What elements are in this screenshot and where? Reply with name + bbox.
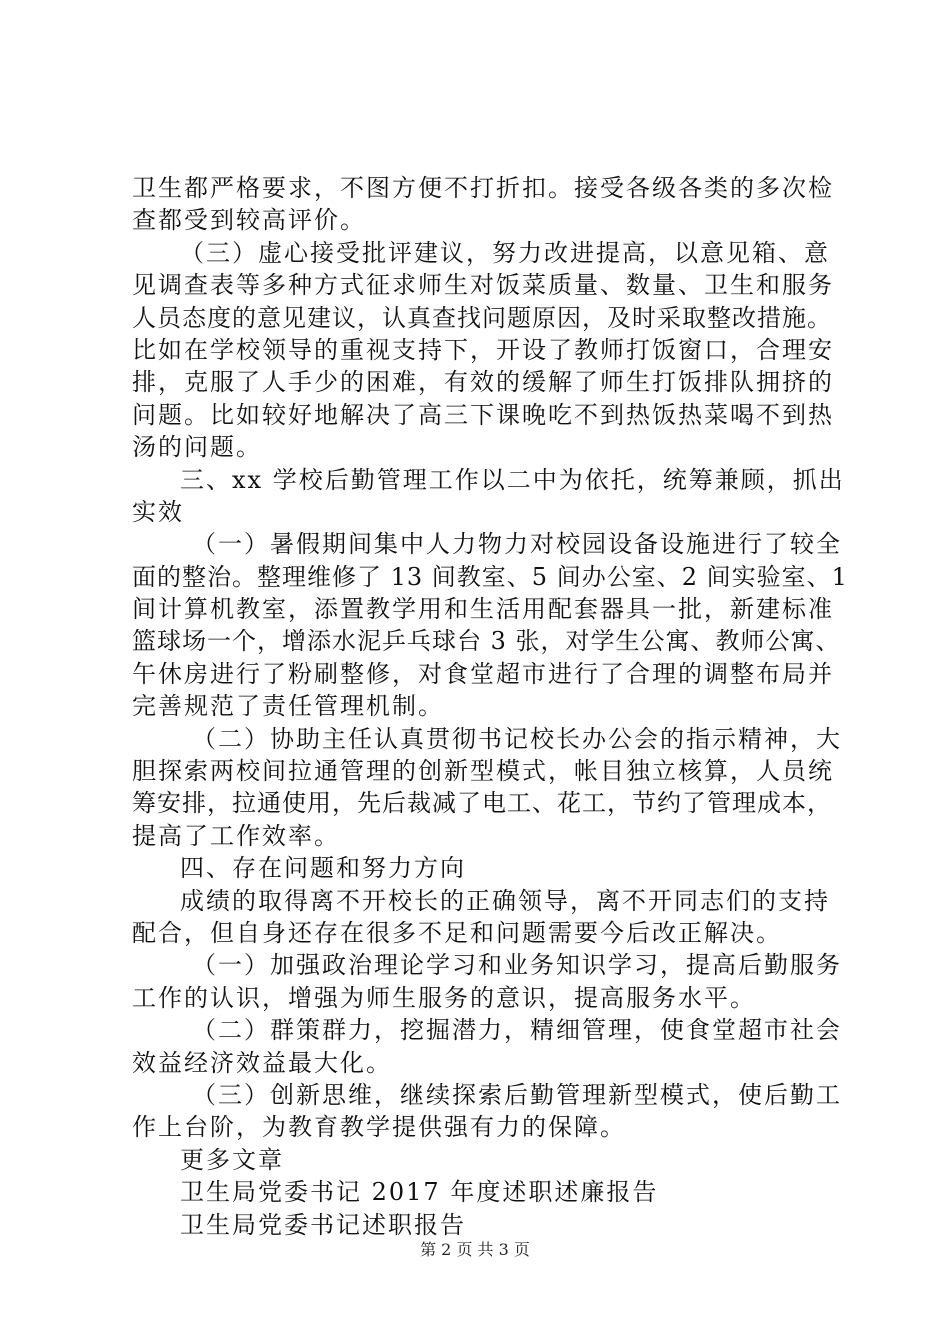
paragraph-line: 完善规范了责任管理机制。 bbox=[132, 692, 444, 721]
paragraph-line: 效益经济效益最大化。 bbox=[132, 1048, 392, 1077]
paragraph-line: 配合，但自身还存在很多不足和问题需要今后改正解决。 bbox=[132, 918, 782, 947]
paragraph-line: 间计算机教室，添置教学用和生活用配套器具一批，新建标准 bbox=[132, 595, 834, 624]
more-articles-heading: 更多文章 bbox=[180, 1145, 284, 1174]
related-article-link[interactable]: 卫生局党委书记述职报告 bbox=[180, 1210, 466, 1239]
paragraph-line: 查都受到较高评价。 bbox=[132, 206, 366, 235]
paragraph-line: 作上台阶，为教育教学提供强有力的保障。 bbox=[132, 1113, 626, 1142]
paragraph-line: 成绩的取得离不开校长的正确领导，离不开同志们的支持 bbox=[180, 886, 830, 915]
related-article-link[interactable]: 卫生局党委书记 2017 年度述职述廉报告 bbox=[180, 1178, 659, 1207]
paragraph-line: （二）协助主任认真贯彻书记校长办公会的指示精神，大 bbox=[192, 724, 842, 753]
paragraph-line: （三）创新思维，继续探索后勤管理新型模式，使后勤工 bbox=[192, 1080, 842, 1109]
paragraph-line: 提高了工作效率。 bbox=[132, 821, 340, 850]
paragraph-line: 胆探索两校间拉通管理的创新型模式，帐目独立核算，人员统 bbox=[132, 757, 834, 786]
paragraph-line: （一）暑假期间集中人力物力对校园设备设施进行了较全 bbox=[192, 530, 842, 559]
section-heading: 三、xx 学校后勤管理工作以二中为依托，统筹兼顾，抓出 bbox=[180, 465, 845, 494]
paragraph-line: （三）虚心接受批评建议，努力改进提高，以意见箱、意 bbox=[180, 238, 830, 267]
paragraph-line: 见调查表等多种方式征求师生对饭菜质量、数量、卫生和服务 bbox=[132, 271, 834, 300]
page-indicator: 第 2 页 共 3 页 bbox=[420, 1240, 530, 1259]
paragraph-line: 问题。比如较好地解决了高三下课晚吃不到热饭热菜喝不到热 bbox=[132, 400, 834, 429]
paragraph-line: 汤的问题。 bbox=[132, 433, 262, 462]
paragraph-line: 排，克服了人手少的困难，有效的缓解了师生打饭排队拥挤的 bbox=[132, 368, 834, 397]
paragraph-line: 午休房进行了粉刷整修，对食堂超市进行了合理的调整布局并 bbox=[132, 659, 834, 688]
paragraph-line: （一）加强政治理论学习和业务知识学习，提高后勤服务 bbox=[192, 951, 842, 980]
paragraph-line: 面的整治。整理维修了 13 间教室、5 间办公室、2 间实验室、1 bbox=[132, 562, 848, 591]
paragraph-line: （二）群策群力，挖掘潜力，精细管理，使食堂超市社会 bbox=[192, 1016, 842, 1045]
section-heading: 四、存在问题和努力方向 bbox=[180, 854, 466, 883]
section-heading: 实效 bbox=[132, 497, 184, 526]
paragraph-line: 卫生都严格要求，不图方便不打折扣。接受各级各类的多次检 bbox=[132, 174, 834, 202]
paragraph-line: 人员态度的意见建议，认真查找问题原因，及时采取整改措施。 bbox=[132, 303, 832, 332]
paragraph-line: 工作的认识，增强为师生服务的意识，提高服务水平。 bbox=[132, 983, 756, 1012]
paragraph-line: 比如在学校领导的重视支持下，开设了教师打饭窗口，合理安 bbox=[132, 335, 834, 364]
paragraph-line: 筹安排，拉通使用，先后裁减了电工、花工，节约了管理成本， bbox=[132, 789, 832, 818]
paragraph-line: 篮球场一个，增添水泥乒乓球台 3 张，对学生公寓、教师公寓、 bbox=[132, 627, 841, 656]
document-body bbox=[132, 172, 848, 1241]
